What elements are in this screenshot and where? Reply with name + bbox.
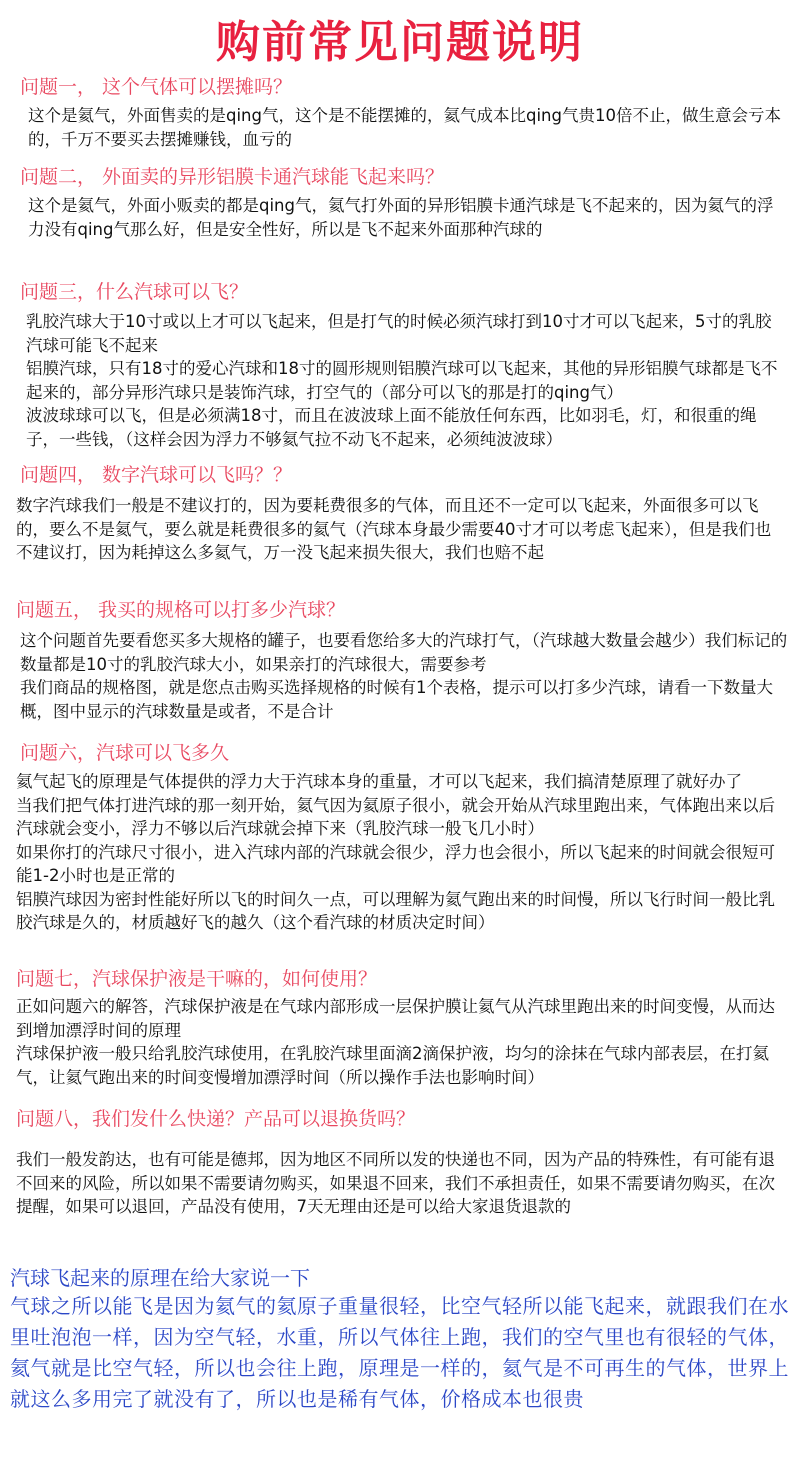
question-3-answer <box>26 310 786 451</box>
question-6-heading: 问题六，汽球可以飞多久 <box>20 742 230 764</box>
question-2-heading: 问题二， 外面卖的异形铝膜卡通汽球能飞起来吗？ <box>20 166 445 188</box>
answer-line: 这个是氦气，外面小贩卖的都是qing气，氦气打外面的异形铝膜卡通汽球是飞不起来的，因为氦气的浮力没有qing气那么好，但是安全性好，所以是飞不起来外面那种汽球的 <box>28 196 774 239</box>
question-7-answer <box>16 995 788 1089</box>
question-5-heading: 问题五， 我买的规格可以打多少汽球？ <box>16 599 346 621</box>
question-4-heading: 问题四， 数字汽球可以飞吗？？ <box>20 464 293 486</box>
answer-line: 乳胶汽球大于10寸或以上才可以飞起来，但是打气的时候必须汽球打到10寸才可以飞起来，5寸的乳胶汽球可能飞不起来 <box>26 312 772 355</box>
question-3-heading: 问题三，什么汽球可以飞？ <box>20 281 249 303</box>
question-4-answer <box>16 494 786 565</box>
question-7-heading: 问题七，汽球保护液是干嘛的，如何使用？ <box>16 968 378 990</box>
question-8-heading: 问题八，我们发什么快递？产品可以退换货吗？ <box>16 1108 416 1130</box>
answer-line: 波波球球可以飞，但是必须满18寸，而且在波波球上面不能放任何东西，比如羽毛，灯，和很重的绳子，一些钱，（这样会因为浮力不够氦气拉不动飞不起来，必须纯波波球） <box>26 406 757 449</box>
question-6-answer <box>16 770 788 935</box>
question-1-heading: 问题一， 这个气体可以摆摊吗？ <box>20 76 293 98</box>
question-1-answer <box>28 104 788 151</box>
question-8-answer <box>16 1148 788 1219</box>
explain-heading: 汽球飞起来的原理在给大家说一下 <box>10 1266 310 1290</box>
answer-line: 如果你打的汽球尺寸很小，进入汽球内部的汽球就会很少，浮力也会很小，所以飞起来的时间就会很短可能1-2小时也是正常的 <box>16 842 775 885</box>
answer-line: 数字汽球我们一般是不建议打的，因为要耗费很多的气体，而且还不一定可以飞起来，外面很多可以飞的，要么不是氦气，要么就是耗费很多的氦气（汽球本身最少需要40寸才可以考虑飞起来），但是我们也不建议打，因为耗掉这么多氦气，万一没飞起来损失很大，我们也赔不起 <box>16 496 772 562</box>
answer-line: 当我们把气体打进汽球的那一刻开始，氦气因为氦原子很小，就会开始从汽球里跑出来，气体跑出来以后汽球就会变小，浮力不够以后汽球就会掉下来（乳胶汽球一般飞几小时） <box>16 795 775 838</box>
answer-line: 铝膜汽球，只有18寸的爱心汽球和18寸的圆形规则铝膜汽球可以飞起来，其他的异形铝膜气球都是飞不起来的，部分异形汽球只是装饰汽球，打空气的（部分可以飞的那是打的qing气） <box>26 359 778 402</box>
page-title: 购前常见问题说明 <box>216 17 584 68</box>
question-5-answer <box>20 629 788 723</box>
explain-body: 气球之所以能飞是因为氦气的氦原子重量很轻，比空气轻所以能飞起来，就跟我们在水里吐泡泡一样，因为空气轻，水重，所以气体往上跑，我们的空气里也有很轻的气体，氦气就是比空气轻，所以也会往上跑，原理是一样的，氦气是不可再生的气体，世界上就这么多用完了就没有了，所以也是稀有气体，价格成本也很贵 <box>10 1294 789 1411</box>
question-2-answer <box>28 194 788 241</box>
answer-line: 我们商品的规格图，就是您点击购买选择规格的时候有1个表格，提示可以打多少汽球，请看一下数量大概，图中显示的汽球数量是或者，不是合计 <box>20 678 773 721</box>
answer-line: 这个问题首先要看您买多大规格的罐子，也要看您给多大的汽球打气，（汽球越大数量会越少）我们标记的数量都是10寸的乳胶汽球大小，如果亲打的汽球很大，需要参考 <box>20 631 788 674</box>
answer-line: 氦气起飞的原理是气体提供的浮力大于汽球本身的重量，才可以飞起来，我们搞清楚原理了就好办了 <box>16 772 742 791</box>
answer-line: 汽球保护液一般只给乳胶汽球使用，在乳胶汽球里面滴2滴保护液，均匀的涂抹在气球内部表层，在打氦气，让氦气跑出来的时间变慢增加漂浮时间（所以操作手法也影响时间） <box>16 1044 769 1087</box>
answer-line: 铝膜汽球因为密封性能好所以飞的时间久一点，可以理解为氦气跑出来的时间慢，所以飞行时间一般比乳胶汽球是久的，材质越好飞的越久（这个看汽球的材质决定时间） <box>16 889 775 932</box>
answer-line: 正如问题六的解答，汽球保护液是在气球内部形成一层保护膜让氦气从汽球里跑出来的时间变慢，从而达到增加漂浮时间的原理 <box>16 997 775 1040</box>
answer-line: 这个是氦气，外面售卖的是qing气，这个是不能摆摊的，氦气成本比qing气贵10倍不止，做生意会亏本的，千万不要买去摆摊赚钱，血亏的 <box>28 106 781 149</box>
answer-line: 我们一般发韵达，也有可能是德邦，因为地区不同所以发的快递也不同，因为产品的特殊性，有可能有退不回来的风险，所以如果不需要请勿购买，如果退不回来，我们不承担责任，如果不需要请勿购买，在次提醒，如果可以退回，产品没有使用，7天无理由还是可以给大家退货退款的 <box>16 1150 775 1216</box>
